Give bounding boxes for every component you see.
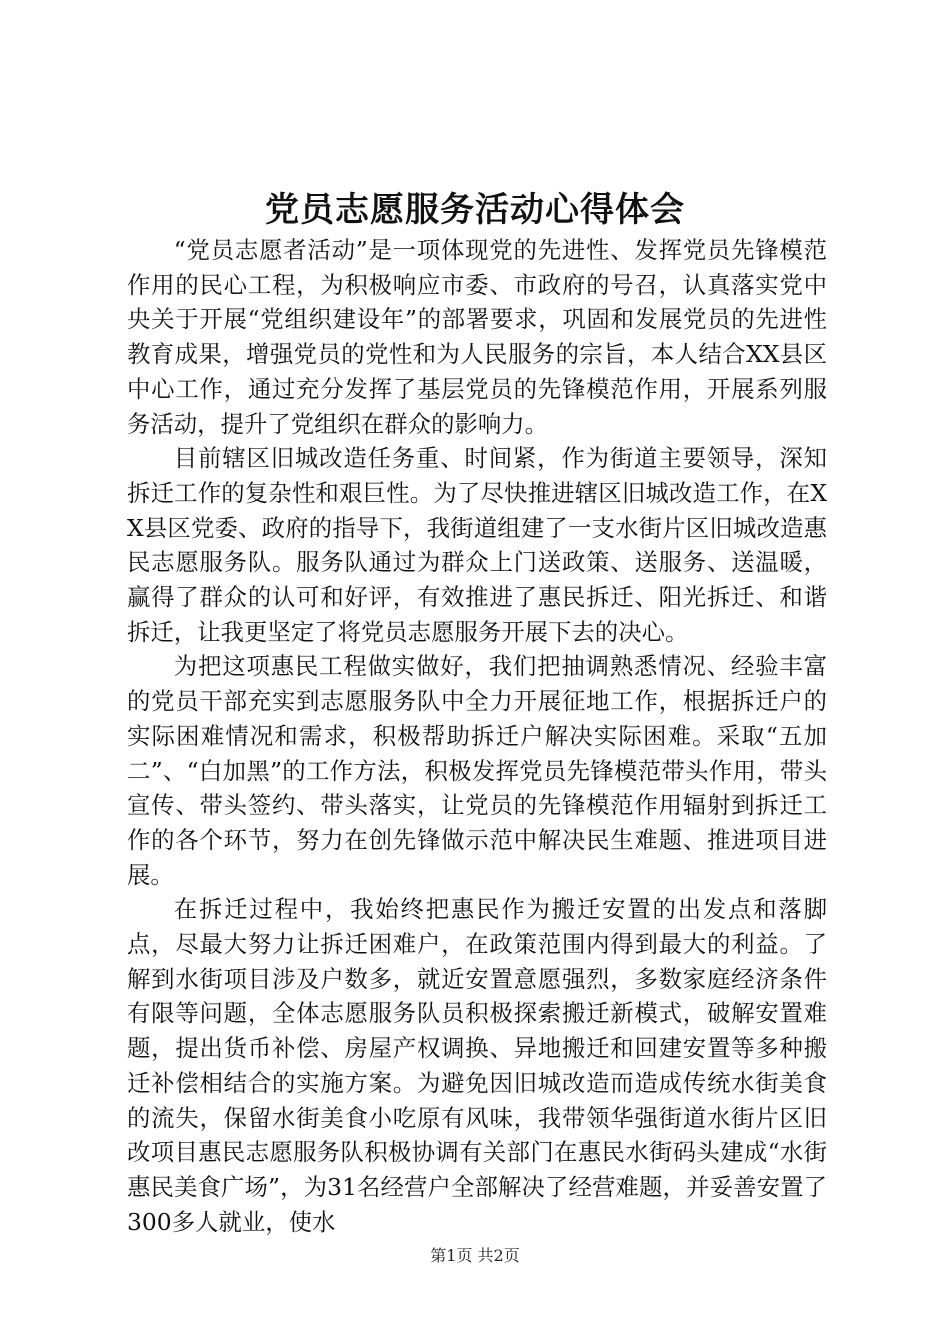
paragraph-1: “党员志愿者活动”是一项体现党的先进性、发挥党员先锋模范作用的民心工程，为积极响应市委、市政府的号召，认真落实党中央关于开展“党组织建设年”的部署要求，巩固和发展党员的先进性教育成果，增强党员的党性和为人民服务的宗旨，本人结合XX县区中心工作，通过充分发挥了基层党员的先锋模范作用，开展系列服务活动，提升了党组织在群众的影响力。 — [127, 236, 827, 438]
page-number-footer: 第1页 共2页 — [430, 1246, 520, 1265]
paragraph-2: 目前辖区旧城改造任务重、时间紧，作为街道主要领导，深知拆迁工作的复杂性和艰巨性。为了尽快推进辖区旧城改造工作，在XX县区党委、政府的指导下，我街道组建了一支水街片区旧城改造惠民志愿服务队。服务队通过为群众上门送政策、送服务、送温暖，赢得了群众的认可和好评，有效推进了惠民拆迁、阳光拆迁、和谐拆迁，让我更坚定了将党员志愿服务开展下去的决心。 — [127, 444, 827, 646]
document-body — [127, 233, 827, 1239]
document-title: 党员志愿服务活动心得体会 — [265, 190, 685, 230]
paragraph-3: 为把这项惠民工程做实做好，我们把抽调熟悉情况、经验丰富的党员干部充实到志愿服务队中全力开展征地工作，根据拆迁户的实际困难情况和需求，积极帮助拆迁户解决实际困难。采取“五加二”、“白加黑”的工作方法，积极发挥党员先锋模范带头作用，带头宣传、带头签约、带头落实，让党员的先锋模范作用辐射到拆迁工作的各个环节，努力在创先锋做示范中解决民生难题、推进项目进展。 — [127, 652, 827, 889]
paragraph-4: 在拆迁过程中，我始终把惠民作为搬迁安置的出发点和落脚点，尽最大努力让拆迁困难户，在政策范围内得到最大的利益。了解到水街项目涉及户数多，就近安置意愿强烈，多数家庭经济条件有限等问题，全体志愿服务队员积极探索搬迁新模式，破解安置难题，提出货币补偿、房屋产权调换、异地搬迁和回建安置等多种搬迁补偿相结合的实施方案。为避免因旧城改造而造成传统水街美食的流失，保留水街美食小吃原有风味，我带领华强街道水街片区旧改项目惠民志愿服务队积极协调有关部门在惠民水街码头建成“水街惠民美食广场”，为31名经营户全部解决了经营难题，并妥善安置了300多人就业，使水 — [127, 895, 827, 1236]
